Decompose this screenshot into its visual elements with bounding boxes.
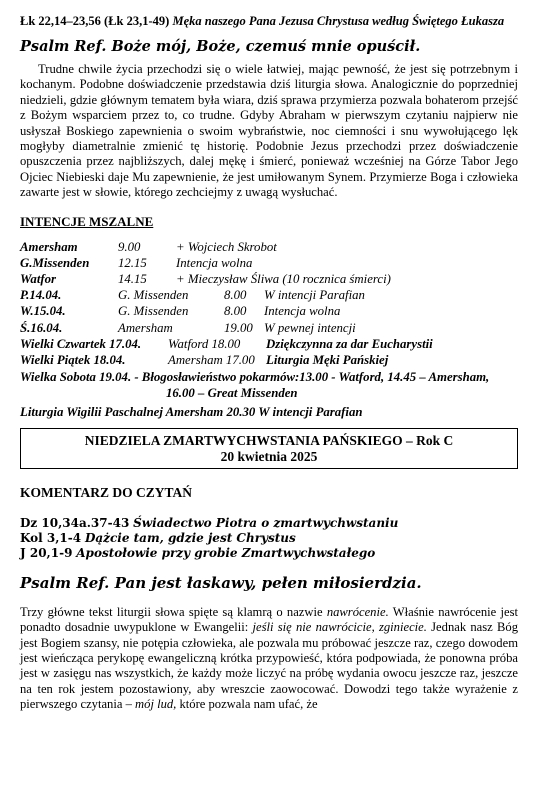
- holy-saturday-line: Wielka Sobota 19.04. - Błogosławieństwo pokarmów:13.00 - Watford, 14.45 – Amersham,: [20, 370, 490, 385]
- commentary-paragraph-2: [20, 605, 518, 713]
- psalm-refrain: Psalm Ref. Boże mój, Boże, czemuś mnie opuścił.: [20, 38, 421, 55]
- mass-place: G.Missenden: [20, 255, 90, 270]
- holy-saturday-line-2: 16.00 – Great Missenden: [166, 386, 298, 401]
- commentary-text: które pozwala nam ufać, że: [176, 697, 318, 712]
- mass-place: Watfor: [20, 272, 57, 287]
- gospel-reference: [20, 14, 518, 29]
- commentary-text: Jednak nasz Bóg jest Bogiem szansy, nie potępia człowieka, ale pozwala mu próbować jeszcze raz, czego dowodem jest wieńcząca perykopę ewangeliczną krótka przypowieść, która podpowiada, że ponowna próba jest w zasięgu nas wszystkich, że każdy może liczyć na próbę wydania owocu jeszcze raz, jeszcze na ten rok jestem pozostawiony, aby wreszcie zaowocować. Dowodzi tego także wyrażenie z pierwszego czytania –: [20, 620, 518, 712]
- reading-ref: J 20,1-9: [20, 545, 73, 560]
- mass-intention: + Wojciech Skrobot: [176, 239, 277, 254]
- easter-vigil-line: Liturgia Wigilii Paschalnej Amersham 20.30 W intencji Parafian: [20, 404, 363, 419]
- list-item: [20, 531, 518, 546]
- commentary-emphasis: nawrócenie.: [326, 604, 389, 619]
- mass-intentions-heading: INTENCJE MSZALNE: [20, 213, 154, 229]
- reading-desc: Dążcie tam, gdzie jest Chrystus: [84, 530, 296, 545]
- table-row: [20, 337, 433, 353]
- sunday-title: NIEDZIELA ZMARTWYCHWSTANIA PAŃSKIEGO – Rok C: [84, 432, 454, 448]
- mass-location: Watford 18.00: [168, 336, 241, 351]
- mass-time: 14.15: [118, 272, 147, 287]
- mass-day: Wielki Piątek 18.04.: [20, 352, 126, 367]
- reading-ref: Dz 10,34a.37-43: [20, 515, 130, 530]
- mass-location: Amersham 17.00: [168, 352, 255, 367]
- commentary-heading: KOMENTARZ DO CZYTAŃ: [20, 484, 193, 500]
- mass-intentions-table: [20, 240, 391, 289]
- list-item: [20, 516, 518, 531]
- reading-ref: Kol 3,1-4: [20, 530, 82, 545]
- table-row: [20, 272, 391, 288]
- commentary-paragraph: Trudne chwile życia przechodzi się o wiele łatwiej, mając pewność, że jest się potrzebnym i kochanym. Podobne doświadczenie przedstawia dziś liturgia słowa. Analogicznie do poprzedniej niedzieli, gdzie głównym tematem była wiara, dziś sprawa przymierza pozwala bohaterom przejść z Bożym wsparciem przez to, co trudne. Gdyby Abraham w pierwszym czytaniu najpierw nie usłyszał Boskiego zapewnienia o swoim wybraństwie, noc ciemności i snu wywołującego lęk mogłyby diametralnie zmienić tę historię. Podobnie Jezus przechodzi przez doświadczenie opuszczenia przez najbliższych, dalej mękę i śmierć, ponieważ wcześniej na Górze Tabor Jego Ojciec Niebieski daje Mu zapewnienie, że jest umiłowanym Synem. Przymierze Boga i człowieka zawarte jest w słowie, którego zechciejmy z uwagą wysłuchać.: [20, 62, 518, 200]
- table-row: [20, 321, 365, 337]
- table-row: [20, 304, 365, 320]
- mass-intention: + Mieczysław Śliwa (10 rocznica śmierci): [176, 272, 391, 287]
- mass-time: 8.00: [224, 288, 247, 303]
- sunday-title-box: [20, 428, 518, 469]
- mass-location: G. Missenden: [118, 304, 189, 319]
- mass-location: Amersham: [118, 320, 173, 335]
- weekday-intentions-table: [20, 288, 365, 337]
- commentary-emphasis: jeśli się nie nawrócicie, zginiecie.: [252, 620, 427, 635]
- mass-time: 8.00: [224, 304, 247, 319]
- readings-list: [20, 516, 518, 561]
- mass-time: 19.00: [224, 320, 253, 335]
- gospel-ref: Łk 22,14–23,56 (Łk 23,1-49): [20, 14, 170, 28]
- mass-place: Amersham: [20, 239, 78, 254]
- table-row: [20, 288, 365, 304]
- mass-time: 12.15: [118, 255, 147, 270]
- mass-intention: Dziękczynna za dar Eucharystii: [266, 336, 433, 351]
- mass-day: W.15.04.: [20, 304, 66, 319]
- list-item: [20, 546, 518, 561]
- mass-day: Wielki Czwartek 17.04.: [20, 336, 142, 351]
- mass-intention: Intencja wolna: [176, 255, 253, 270]
- table-row: [20, 256, 391, 272]
- reading-desc: Apostołowie przy grobie Zmartwychwstałego: [76, 545, 376, 560]
- mass-day: Ś.16.04.: [20, 320, 63, 335]
- reading-desc: Świadectwo Piotra o zmartwychwstaniu: [133, 515, 399, 530]
- psalm-refrain-2: Psalm Ref. Pan jest łaskawy, pełen miłosierdzia.: [20, 573, 422, 592]
- mass-day: P.14.04.: [20, 288, 62, 303]
- bulletin-page: [20, 14, 518, 713]
- commentary-emphasis: mój lud,: [135, 697, 177, 712]
- commentary-text: Trzy główne tekst liturgii słowa spięte są klamrą o nazwie: [20, 604, 327, 619]
- holy-week-table: [20, 337, 433, 369]
- mass-time: 9.00: [118, 239, 141, 254]
- table-row: [20, 240, 391, 256]
- table-row: [20, 353, 433, 369]
- sunday-date: 20 kwietnia 2025: [220, 448, 318, 464]
- mass-intention: W intencji Parafian: [264, 288, 365, 303]
- commentary-text: Właśnie nawrócenie jest ponadto dosadnie uwypuklone w Ewangelii:: [20, 604, 518, 635]
- mass-location: G. Missenden: [118, 288, 189, 303]
- mass-intention: Liturgia Męki Pańskiej: [266, 352, 389, 367]
- gospel-title: Męka naszego Pana Jezusa Chrystusa według Świętego Łukasza: [172, 14, 505, 28]
- mass-intention: W pewnej intencji: [264, 320, 356, 335]
- mass-intention: Intencja wolna: [264, 304, 341, 319]
